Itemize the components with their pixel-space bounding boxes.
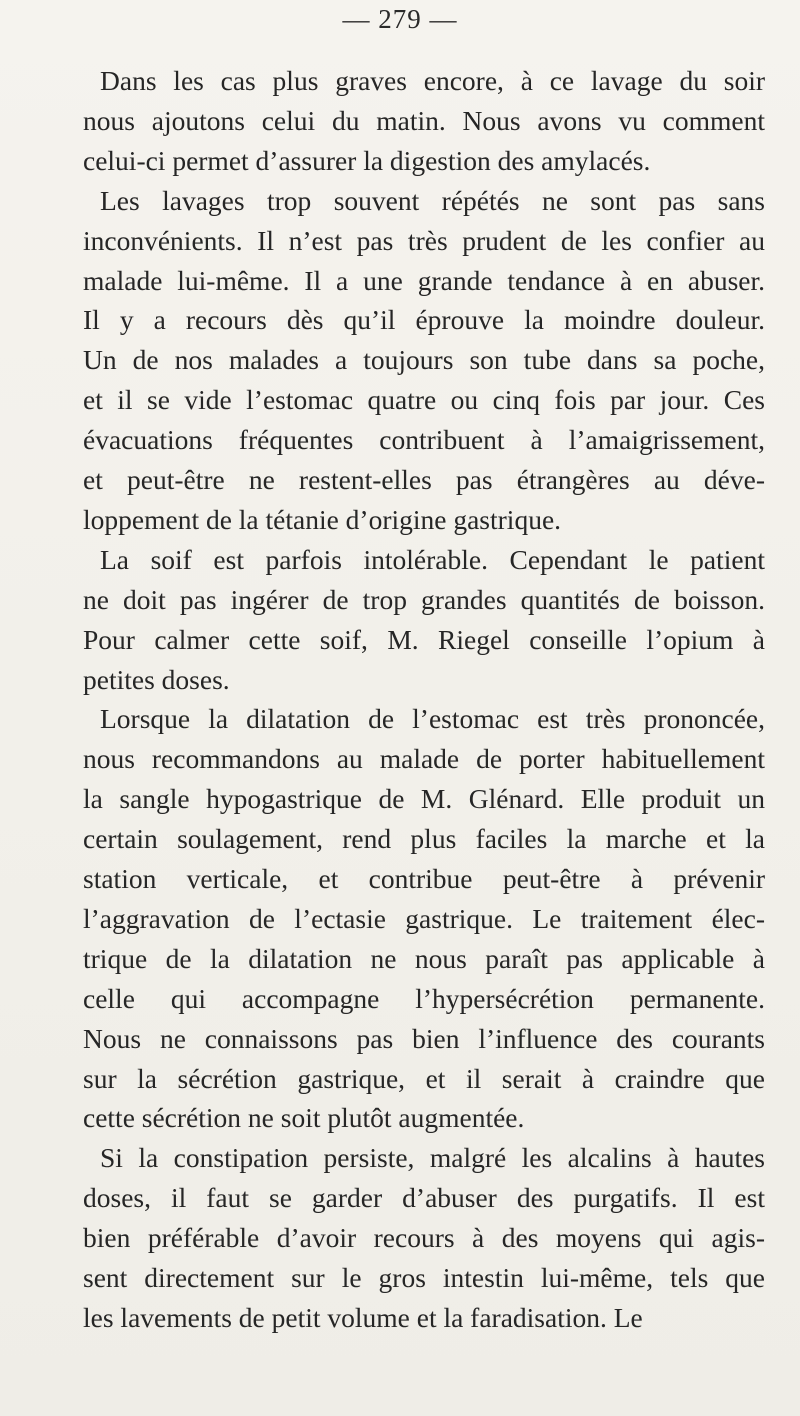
text-line: trique de la dilatation ne nous paraît pas applicable à (83, 942, 765, 974)
text-line: sur la sécrétion gastrique, et il serait à craindre que (83, 1062, 765, 1094)
text-line: sent directement sur le gros intestin lui-même, tels que (83, 1262, 765, 1293)
text-line: Un de nos malades a toujours son tube dans sa poche, (83, 344, 765, 376)
text-line: les lavements de petit volume et la faradisation. Le (83, 1301, 643, 1333)
text-line: loppement de la tétanie d’origine gastrique. (83, 503, 562, 535)
text-line: l’aggravation de l’ectasie gastrique. Le traitement élec- (83, 902, 765, 934)
text-line: et il se vide l’estomac quatre ou cinq fois par jour. Ces (83, 384, 765, 416)
text-line: malade lui-même. Il a une grande tendance à en abuser. (83, 264, 765, 296)
text-line: bien préférable d’avoir recours à des moyens qui agis- (83, 1222, 765, 1254)
text-line: Dans les cas plus graves encore, à ce lavage du soir (100, 65, 765, 96)
text-line: Les lavages trop souvent répétés ne sont pas sans (100, 184, 765, 216)
text-line: La soif est parfois intolérable. Cependant le patient (100, 543, 765, 575)
text-line: nous recommandons au malade de porter habituellement (83, 743, 765, 775)
text-line: celui-ci permet d’assurer la digestion des amylacés. (83, 144, 651, 176)
text-line: nous ajoutons celui du matin. Nous avons vu comment (83, 104, 765, 136)
text-line: Si la constipation persiste, malgré les alcalins à hautes (100, 1142, 765, 1174)
text-line: inconvénients. Il n’est pas très prudent de les confier au (83, 224, 765, 256)
text-line: celle qui accompagne l’hypersécrétion permanente. (83, 982, 765, 1014)
text-line: Pour calmer cette soif, M. Riegel conseille l’opium à (83, 623, 765, 655)
text-line: la sangle hypogastrique de M. Glénard. Elle produit un (83, 783, 765, 815)
text-line: ne doit pas ingérer de trop grandes quantités de boisson. (83, 583, 765, 615)
text-line: petites doses. (83, 663, 230, 695)
text-line: Nous ne connaissons pas bien l’influence des courants (83, 1022, 765, 1054)
text-line: certain soulagement, rend plus faciles la marche et la (83, 823, 765, 855)
text-line: et peut-être ne restent-elles pas étrangères au déve- (83, 464, 765, 495)
text-line: station verticale, et contribue peut-être à prévenir (83, 863, 765, 894)
text-line: Il y a recours dès qu’il éprouve la moindre douleur. (83, 304, 765, 336)
text-line: Lorsque la dilatation de l’estomac est très prononcée, (100, 703, 765, 735)
text-line: évacuations fréquentes contribuent à l’amaigrissement, (83, 424, 765, 456)
text-line: doses, il faut se garder d’abuser des purgatifs. Il est (83, 1182, 765, 1214)
text-line: cette sécrétion ne soit plutôt augmentée. (83, 1102, 525, 1134)
page-number: — 279 — (342, 4, 458, 34)
